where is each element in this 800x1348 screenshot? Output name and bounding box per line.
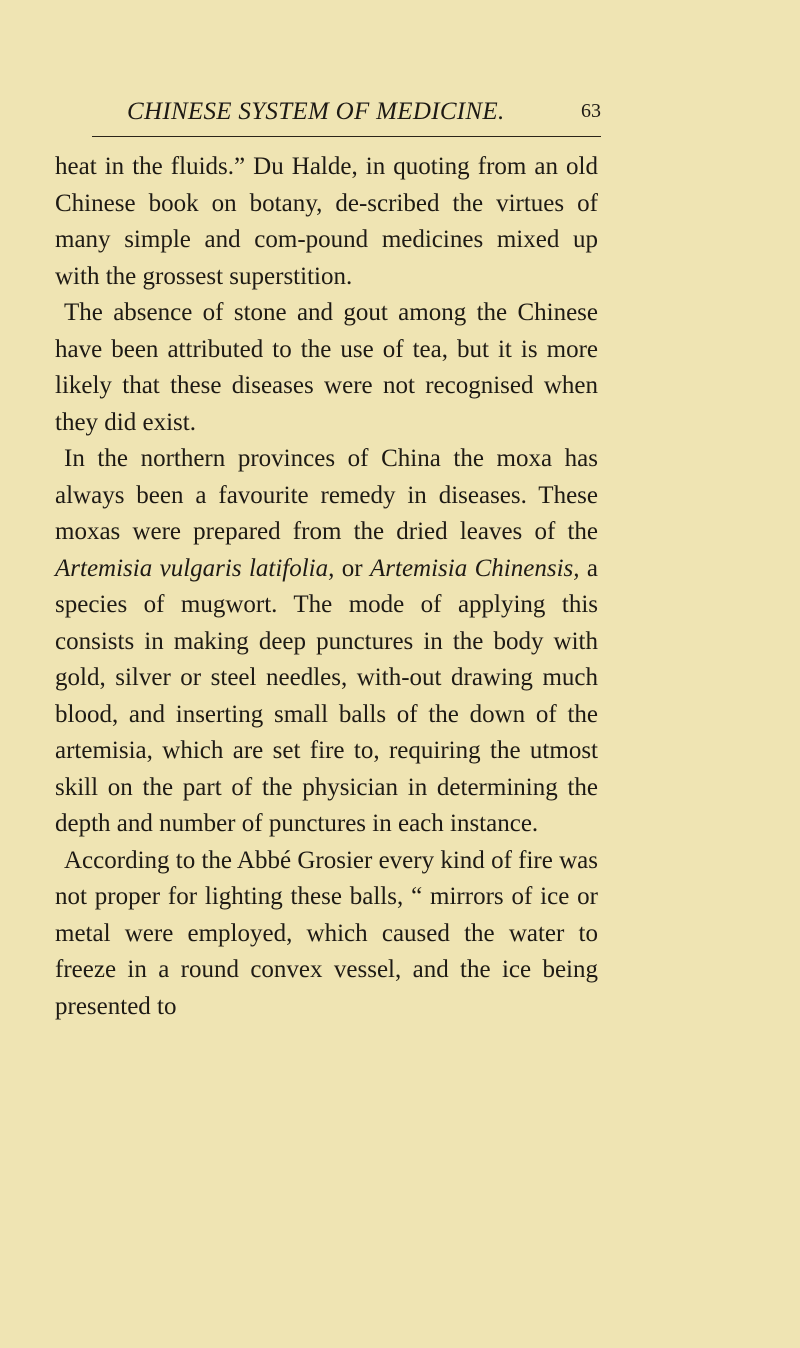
paragraph-3-text-a: In the northern provinces of China the moxa has always been a favourite remedy in diseases. These moxas were prepared from the dried leaves of the bbox=[55, 445, 598, 545]
body-text bbox=[55, 149, 598, 1025]
species-name-vulgaris: Artemisia vulgaris latifolia, bbox=[55, 554, 335, 582]
paragraph-1: heat in the fluids.” Du Halde, in quoting from an old Chinese book on botany, de-scribed the virtues of many simple and com-pound medicines mixed up with the grossest superstition. bbox=[55, 153, 598, 290]
running-title: CHINESE SYSTEM OF MEDICINE. bbox=[127, 98, 505, 125]
header-rule bbox=[92, 136, 601, 137]
paragraph-4: According to the Abbé Grosier every kind of fire was not proper for lighting these balls, “ mirrors of ice or metal were employed, which caused the water to freeze in a round convex vessel, and the ice being presented to bbox=[55, 846, 598, 1020]
paragraph-3-text-e: a species of mugwort. The mode of applying this consists in making deep punctures in the body with gold, silver or steel needles, with-out drawing much blood, and inserting small balls of the down of the artemisia, which are set fire to, requiring the utmost skill on the part of the physician in determining the depth and number of punctures in each instance. bbox=[55, 554, 598, 837]
paragraph-2: The absence of stone and gout among the Chinese have been attributed to the use of tea, but it is more likely that these diseases were not recognised when they did exist. bbox=[55, 299, 598, 436]
species-name-chinensis: Artemisia Chinensis, bbox=[370, 554, 580, 582]
paragraph-3 bbox=[55, 441, 598, 843]
page-number: 63 bbox=[581, 100, 601, 122]
paragraph-3-text-c: or bbox=[334, 554, 371, 582]
running-head bbox=[127, 98, 601, 134]
